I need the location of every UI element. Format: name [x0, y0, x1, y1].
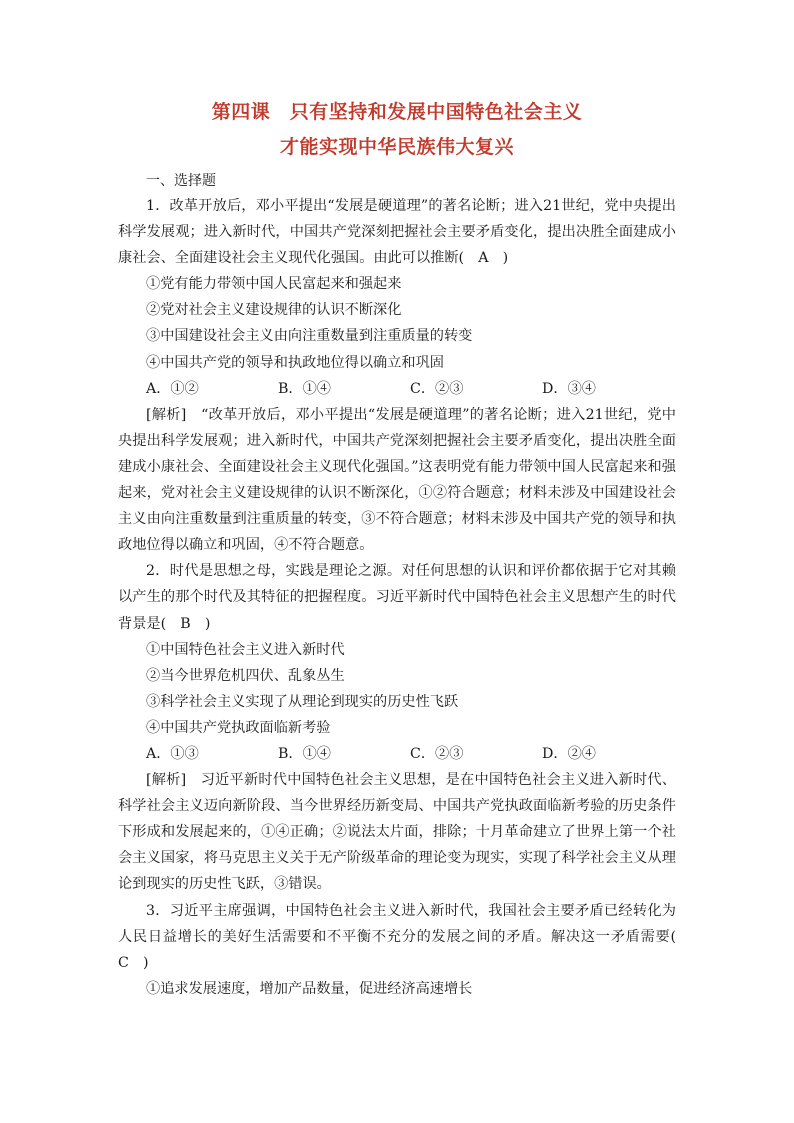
- question-2-option-3: ③科学社会主义实现了从理论到现实的历史性飞跃: [146, 693, 459, 710]
- page-subtitle: 才能实现中华民族伟大复兴: [279, 136, 514, 158]
- question-1-choice-d: D．③④: [542, 380, 596, 397]
- question-1-option-2: ②党对社会主义建设规律的认识不断深化: [146, 302, 402, 319]
- question-1-analysis: [解析] “改革开放后，邓小平提出“发展是硬道理”的著名论断；进入21世纪，党中央提出科学发展观；进入新时代，中国共产党深刻把握社会主要矛盾变化，提出决胜全面建成小康社会、全面建设社会主义现代化强国。”这表明党有能力带领中国人民富起来和强起来，党对社会主义建设规律的认识不断深化，①②符合题意；材料未涉及中国建设社会主义由向注重数量到注重质量的转变，③不符合题意；材料未涉及中国共产党的领导和执政地位得以确立和巩固，④不符合题意。: [118, 406, 676, 554]
- section-heading: 一、选择题: [146, 173, 216, 189]
- question-2-analysis: [解析] 习近平新时代中国特色社会主义思想，是在中国特色社会主义进入新时代、科学社会主义迈向新阶段、当今世界经历新变局、中国共产党执政面临新考验的历史条件下形成和发展起来的，①④正确；②说法太片面，排除；十月革命建立了世界上第一个社会主义国家，将马克思主义关于无产阶级革命的理论变为现实，实现了科学社会主义从理论到现实的历史性飞跃，③错误。: [118, 772, 676, 893]
- question-2-option-1: ①中国特色社会主义进入新时代: [146, 641, 345, 658]
- question-1-option-4: ④中国共产党的领导和执政地位得以确立和巩固: [146, 354, 444, 371]
- question-2-choice-c: C．②③: [410, 745, 464, 762]
- question-1-choice-b: B．①④: [278, 380, 331, 397]
- question-1-stem: 1．改革开放后，邓小平提出“发展是硬道理”的著名论断；进入21世纪，党中央提出科学发展观；进入新时代，中国共产党深刻把握社会主要矛盾变化，提出决胜全面建成小康社会、全面建设社会主义现代化强国。由此可以推断( A ): [118, 198, 676, 267]
- page-title: 第四课 只有坚持和发展中国特色社会主义: [211, 101, 583, 123]
- question-2-choice-a: A．①③: [146, 745, 199, 762]
- question-3-stem: 3．习近平主席强调，中国特色社会主义进入新时代，我国社会主要矛盾已经转化为人民日益增长的美好生活需要和不平衡不充分的发展之间的矛盾。解决这一矛盾需要( C ): [118, 902, 691, 971]
- question-3-option-1: ①追求发展速度，增加产品数量，促进经济高速增长: [146, 980, 473, 997]
- question-2-choice-b: B．①④: [278, 745, 331, 762]
- question-1-option-1: ①党有能力带领中国人民富起来和强起来: [146, 276, 402, 293]
- question-list: [118, 193, 691, 1002]
- question-2-stem: 2．时代是思想之母，实践是理论之源。对任何思想的认识和评价都依据于它对其赖以产生的那个时代及其特征的把握程度。习近平新时代中国特色社会主义思想产生的时代背景是( B ): [118, 563, 676, 632]
- question-1-choice-a: A．①②: [146, 380, 199, 397]
- question-1-choices: [118, 376, 676, 402]
- question-1-option-3: ③中国建设社会主义由向注重数量到注重质量的转变: [146, 328, 473, 345]
- question-2-option-2: ②当今世界危机四伏、乱象丛生: [146, 667, 345, 684]
- question-2-choice-d: D．②④: [542, 745, 596, 762]
- question-2-option-4: ④中国共产党执政面临新考验: [146, 719, 331, 736]
- question-1-choice-c: C．②③: [410, 380, 464, 397]
- question-2-choices: [118, 741, 676, 767]
